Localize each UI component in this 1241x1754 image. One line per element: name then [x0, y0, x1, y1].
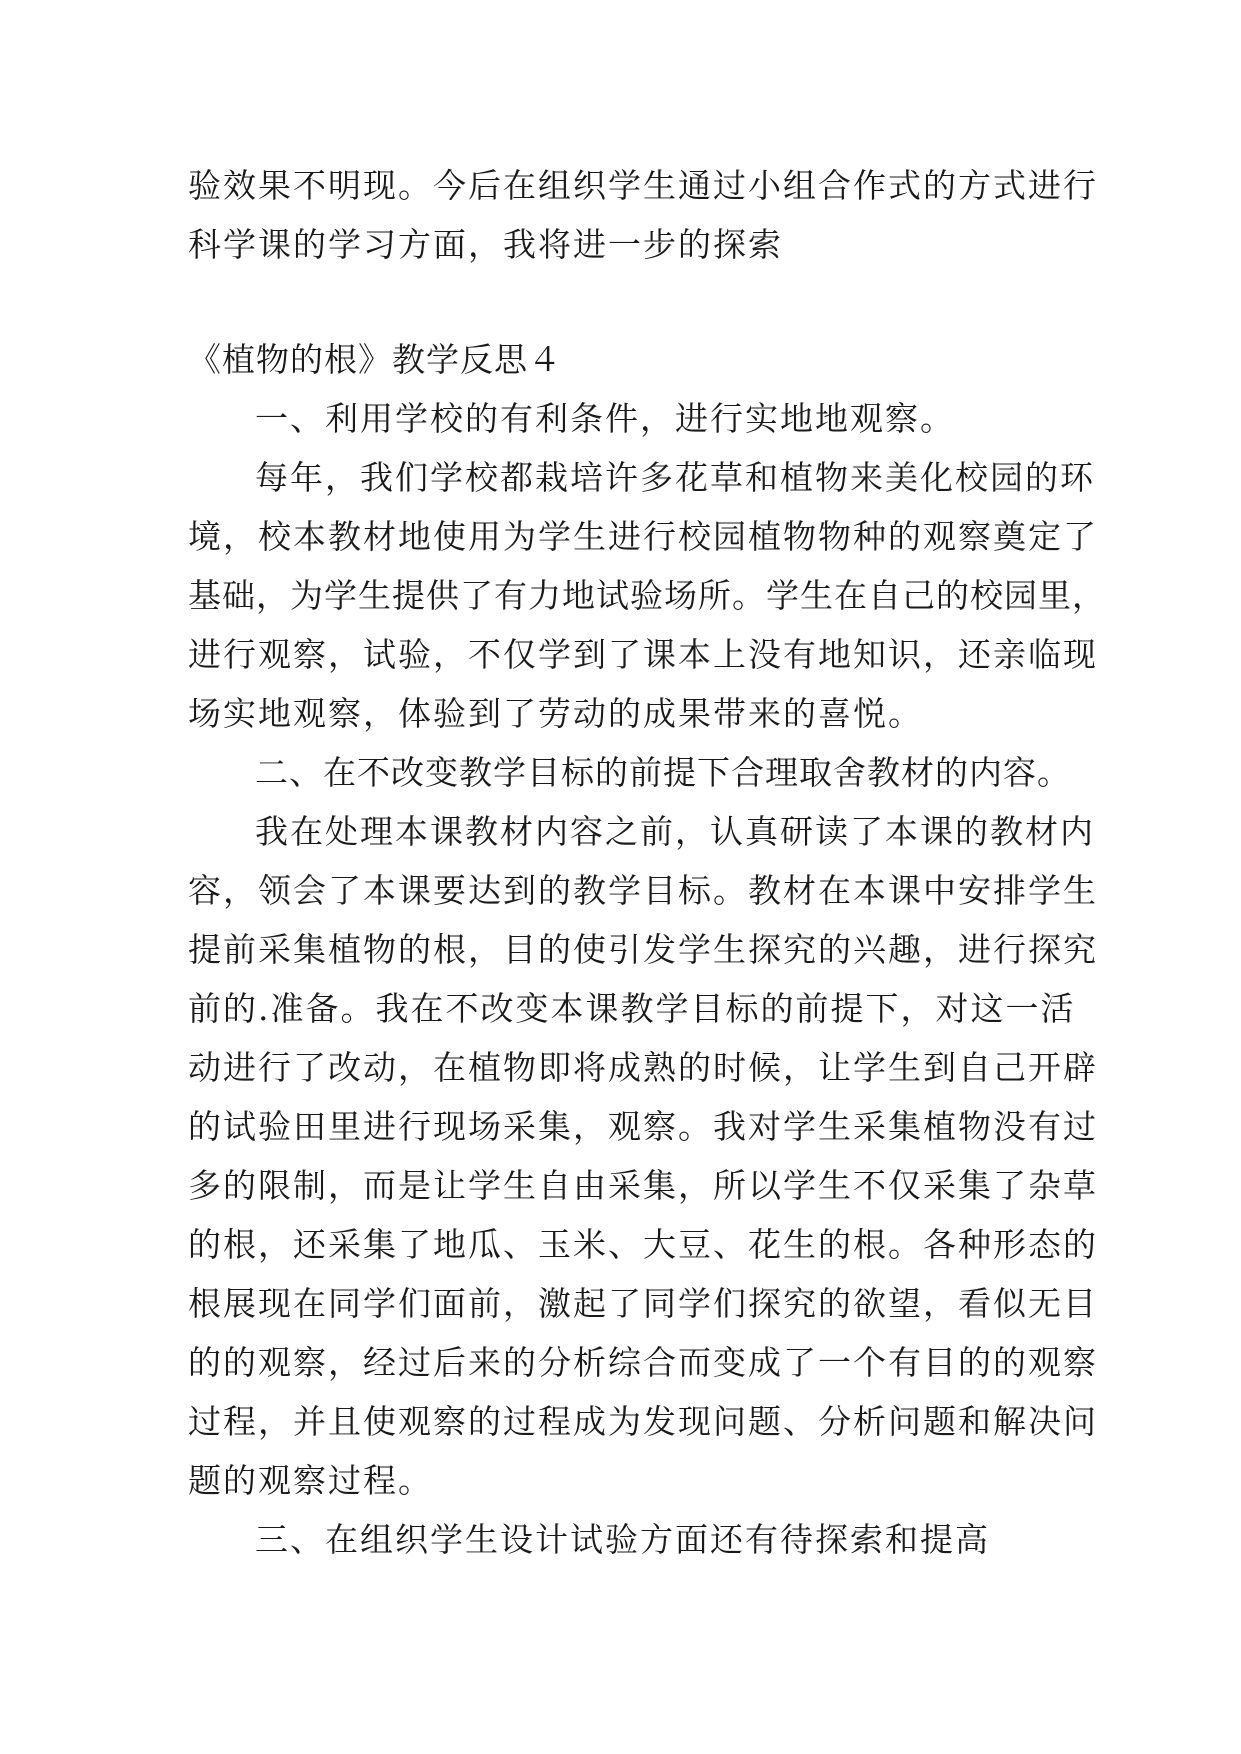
text-line: 容，领会了本课要达到的教学目标。教材在本课中安排学生	[188, 871, 1098, 910]
subheading: 二、在不改变教学目标的前提下合理取舍教材的内容。	[255, 753, 1071, 792]
text-line: 我在处理本课教材内容之前，认真研读了本课的教材内	[255, 812, 1095, 851]
text-line: 的的观察，经过后来的分析综合而变成了一个有目的的观察	[188, 1343, 1098, 1382]
text-line: 科学课的学习方面，我将进一步的探索	[188, 225, 783, 264]
text-line: 基础，为学生提供了有力地试验场所。学生在自己的校园里，	[188, 576, 1106, 615]
text-line: 每年，我们学校都栽培许多花草和植物来美化校园的环	[255, 458, 1095, 497]
text-line: 题的观察过程。	[188, 1461, 433, 1500]
text-line: 动进行了改动，在植物即将成熟的时候，让学生到自己开辟	[188, 1048, 1098, 1087]
text-line: 的试验田里进行现场采集，观察。我对学生采集植物没有过	[188, 1107, 1098, 1146]
text-line: 场实地观察，体验到了劳动的成果带来的喜悦。	[188, 694, 923, 733]
text-line: 的根，还采集了地瓜、玉米、大豆、花生的根。各种形态的	[188, 1225, 1098, 1264]
subheading: 三、在组织学生设计试验方面还有待探索和提高	[255, 1520, 990, 1559]
text-line: 过程，并且使观察的过程成为发现问题、分析问题和解决问	[188, 1402, 1098, 1441]
subheading: 一、利用学校的有利条件，进行实地地观察。	[255, 399, 955, 438]
text-line: 进行观察，试验，不仅学到了课本上没有地知识，还亲临现	[188, 635, 1098, 674]
text-line: 前的.准备。我在不改变本课教学目标的前提下，对这一活	[188, 989, 1076, 1028]
text-line: 境，校本教材地使用为学生进行校园植物物种的观察奠定了	[188, 517, 1098, 556]
text-line: 根展现在同学们面前，激起了同学们探究的欲望，看似无目	[188, 1284, 1098, 1323]
section-title: 《植物的根》教学反思４	[188, 340, 562, 379]
text-line: 多的限制，而是让学生自由采集，所以学生不仅采集了杂草	[188, 1166, 1098, 1205]
text-line: 验效果不明现。今后在组织学生通过小组合作式的方式进行	[188, 166, 1098, 205]
text-line: 提前采集植物的根，目的使引发学生探究的兴趣，进行探究	[188, 930, 1098, 969]
